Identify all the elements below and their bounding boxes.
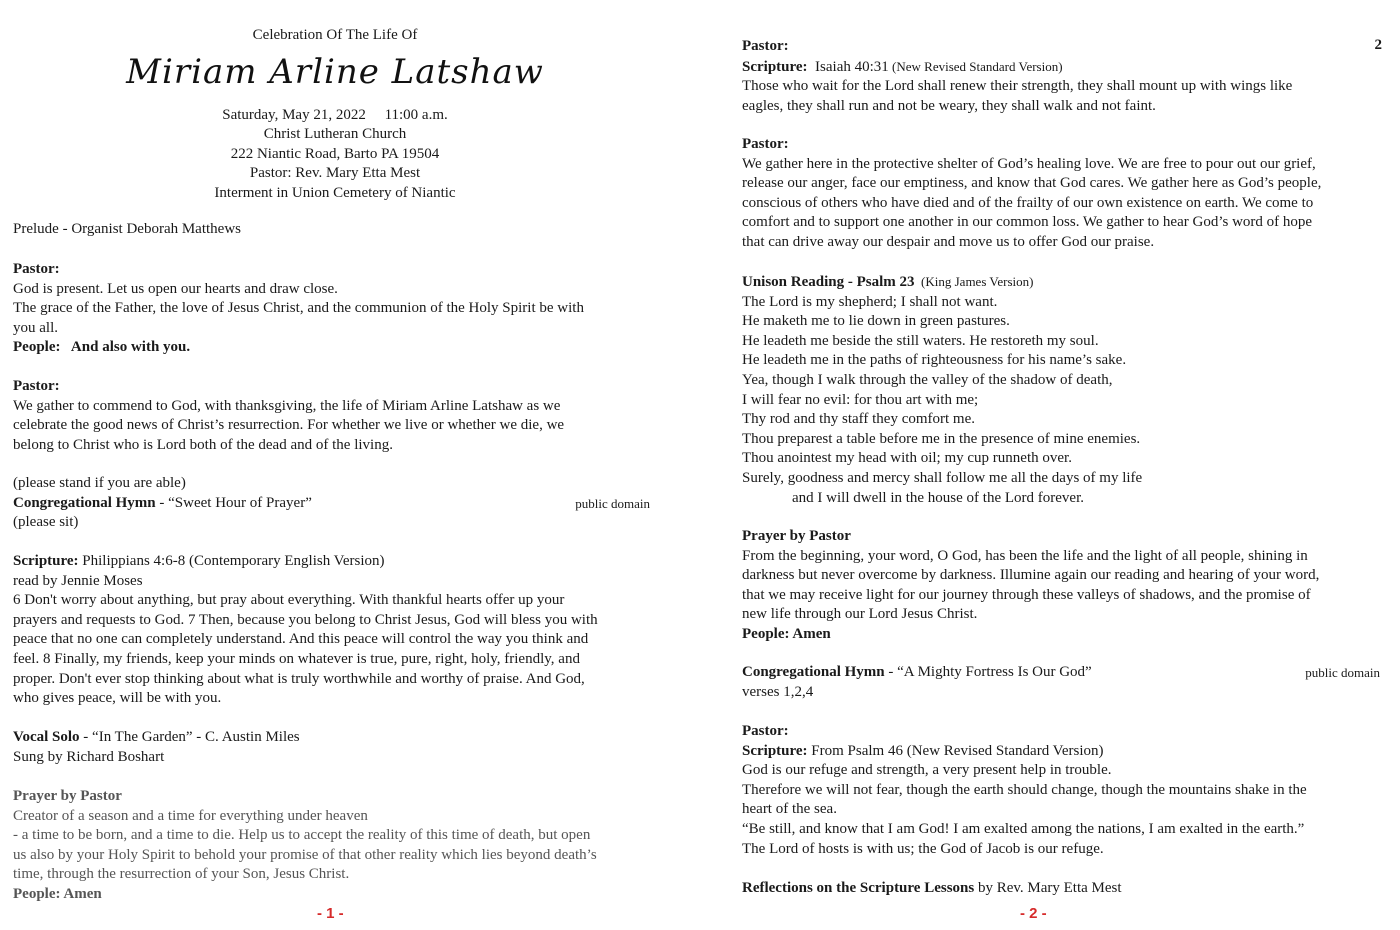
gathering-line: that can drive away our despair and move us to offer God our praise.	[742, 233, 1155, 250]
prayer-line: time, through the resurrection of your Son, Jesus Christ.	[13, 866, 350, 883]
scripture-line: The Lord of hosts is with us; the God of Jacob is our refuge.	[742, 840, 1104, 857]
hymn-title: - “Sweet Hour of Prayer”	[155, 494, 312, 511]
hymn-label: Congregational Hymn	[742, 664, 885, 680]
hymn-verses: verses 1,2,4	[742, 683, 814, 700]
scripture-reference: Philippians 4:6-8 (Contemporary English Version)	[78, 553, 385, 569]
psalm-line: Thou preparest a table before me in the presence of mine enemies.	[742, 430, 1141, 447]
scripture-line: feel. 8 Finally, my friends, keep your minds on whatever is true, pure, right, holy, friendly, and	[13, 650, 580, 667]
prayer-line: - a time to be born, and a time to die. Help us to accept the reality of this time of death, but open	[13, 827, 591, 844]
psalm-line: Thy rod and thy staff they comfort me.	[742, 411, 975, 428]
scripture-label: Scripture:	[742, 58, 808, 75]
hymn-sweet-hour	[13, 474, 650, 533]
psalm-label: Unison Reading - Psalm 23	[742, 274, 915, 290]
church-address: 222 Niantic Road, Barto PA 19504	[230, 145, 440, 162]
public-domain-note: public domain	[1305, 665, 1380, 680]
deceased-name: Miriam Arline Latshaw	[126, 51, 544, 92]
greeting-line: The grace of the Father, the love of Jesus Christ, and the communion of the Holy Spirit be with	[13, 300, 584, 317]
interment-info: Interment in Union Cemetery of Niantic	[214, 184, 456, 201]
psalm-line: Surely, goodness and mercy shall follow me all the days of my life	[742, 469, 1143, 486]
people-response	[13, 338, 663, 358]
public-domain-note: public domain	[575, 495, 650, 511]
vocal-solo	[13, 728, 663, 767]
pastor-label: Pastor:	[13, 261, 60, 277]
hymn-line	[13, 494, 650, 514]
scripture-label: Scripture:	[13, 553, 79, 569]
reflections	[742, 879, 1392, 899]
solo-singer: Sung by Richard Boshart	[13, 748, 165, 765]
solo-title: - “In The Garden” - C. Austin Miles	[79, 729, 300, 745]
scripture-line: prayers and requests to God. 7 Then, because you belong to Christ Jesus, God will bless you with	[13, 611, 598, 628]
pastor-label: Pastor:	[742, 723, 789, 739]
pastor-gathering	[742, 135, 1397, 253]
people-label: People:	[13, 339, 61, 356]
celebration-heading: Celebration Of The Life Of	[252, 27, 418, 43]
pastor-label: Pastor:	[742, 136, 789, 152]
scripture-line: Those who wait for the Lord shall renew their strength, they shall mount up with wings like	[742, 78, 1293, 95]
solo-label: Vocal Solo	[13, 729, 80, 745]
scripture-label: Scripture:	[742, 742, 808, 759]
scripture-line: Therefore we will not fear, though the earth should change, though the mountains shake in the	[742, 781, 1307, 798]
psalm-line: Thou anointest my head with oil; my cup runneth over.	[742, 450, 1072, 467]
page-two	[700, 0, 1400, 930]
commendation-line: We gather to commend to God, with thanksgiving, the life of Miriam Arline Latshaw as we	[13, 397, 561, 414]
page-number: - 2 -	[1020, 905, 1047, 922]
hymn-mighty-fortress	[742, 663, 1380, 702]
psalm-version: (King James Version)	[914, 274, 1034, 289]
psalm-line: and I will dwell in the house of the Lord forever.	[792, 489, 1085, 506]
scripture-line: 6 Don't worry about anything, but pray about everything. With thankful hearts offer up your	[13, 592, 565, 609]
church-name: Christ Lutheran Church	[263, 126, 407, 143]
commendation-line: celebrate the good news of Christ’s resurrection. For whether we live or whether we die, we	[13, 417, 565, 434]
scripture-philippians	[13, 552, 663, 709]
psalm-line: He leadeth me beside the still waters. He restoreth my soul.	[742, 332, 1099, 349]
scripture-reference: From Psalm 46 (New Revised Standard Version)	[807, 742, 1104, 759]
reflections-by: by Rev. Mary Etta Mest	[974, 880, 1122, 896]
psalm-line: I will fear no evil: for thou art with me;	[742, 391, 979, 408]
scripture-line: eagles, they shall run and not be weary, they shall walk and not faint.	[742, 97, 1156, 114]
scripture-reader: read by Jennie Moses	[13, 572, 143, 589]
gathering-line: comfort and to support one another in our common loss. We gather to hear God’s word of hope	[742, 214, 1313, 231]
greeting-line: God is present. Let us open our hearts and draw close.	[13, 280, 338, 297]
prelude	[13, 220, 663, 240]
psalm-line: He leadeth me in the paths of righteousness for his name’s sake.	[742, 352, 1127, 369]
page-number: - 1 -	[317, 905, 344, 922]
officiating-pastor: Pastor: Rev. Mary Etta Mest	[249, 165, 421, 182]
service-date-time: Saturday, May 21, 2022 11:00 a.m.	[222, 106, 448, 123]
prayer-line: Creator of a season and a time for everything under heaven	[13, 807, 368, 824]
prayer-by-pastor	[13, 787, 663, 905]
prelude-text: Prelude - Organist Deborah Matthews	[13, 221, 242, 237]
scripture-psalm-46	[742, 722, 1392, 859]
prayer-line: darkness but never overcome by darkness. Illumine again our reading and hearing of your word,	[742, 567, 1320, 584]
psalm-line: The Lord is my shepherd; I shall not want.	[742, 293, 998, 310]
commendation-line: belong to Christ who is Lord both of the dead and of the living.	[13, 436, 393, 453]
prayer-by-pastor	[742, 527, 1397, 645]
people-amen: People: Amen	[13, 885, 102, 902]
hymn-title: - “A Mighty Fortress Is Our God”	[884, 664, 1092, 680]
people-response-text: And also with you.	[70, 339, 191, 356]
psalm-line: He maketh me to lie down in green pastures.	[742, 313, 1010, 330]
prayer-label: Prayer by Pastor	[13, 788, 122, 804]
gathering-line: We gather here in the protective shelter of God’s healing love. We are free to pour out our grief,	[742, 155, 1316, 172]
scripture-version: (New Revised Standard Version)	[888, 58, 1063, 74]
unison-reading-psalm-23	[742, 272, 1392, 508]
psalm-line: Yea, though I walk through the valley of the shadow of death,	[742, 371, 1113, 388]
scripture-line: God is our refuge and strength, a very present help in trouble.	[742, 762, 1112, 779]
corner-page-number: 2	[1374, 37, 1382, 53]
scripture-isaiah	[742, 37, 1392, 116]
sit-instruction: (please sit)	[13, 514, 79, 531]
hymn-label: Congregational Hymn	[13, 494, 156, 511]
hymn-line	[742, 663, 1380, 683]
scripture-line: proper. Don't ever stop thinking about what is truly worthwhile and worthy of praise. And God,	[13, 670, 585, 687]
prayer-label: Prayer by Pastor	[742, 528, 851, 544]
scripture-reference: Isaiah 40:31	[807, 58, 889, 75]
scripture-line: peace that no one can completely understand. And this peace will control the way you think and	[13, 631, 589, 648]
scripture-line: who gives peace, will be with you.	[13, 690, 222, 707]
prayer-line: From the beginning, your word, O God, has been the life and the light of all people, shining in	[742, 547, 1308, 564]
pastor-label: Pastor:	[742, 38, 789, 54]
stand-instruction: (please stand if you are able)	[13, 475, 186, 491]
people-amen: People: Amen	[742, 625, 831, 642]
pastor-greeting	[13, 260, 663, 358]
gathering-line: conscious of others who have died and of the frailty of our own existence on earth. We come to	[742, 194, 1314, 211]
pastor-commendation	[13, 377, 663, 455]
pastor-label: Pastor:	[13, 378, 60, 394]
gathering-line: release our anger, face our emptiness, and know that God cares. We gather here as God’s people,	[742, 175, 1322, 192]
scripture-line: heart of the sea.	[742, 801, 837, 818]
reflections-label: Reflections on the Scripture Lessons	[742, 880, 975, 896]
prayer-line: that we may receive light for our journey through these valleys of shadows, and the promise of	[742, 586, 1311, 603]
prayer-line: new life through our Lord Jesus Christ.	[742, 606, 978, 623]
program-header	[120, 26, 550, 204]
prayer-line: us also by your Holy Spirit to behold your promise of that other reality which lies beyond death’s	[13, 846, 597, 863]
greeting-line: you all.	[13, 319, 58, 336]
scripture-line: “Be still, and know that I am God! I am exalted among the nations, I am exalted in the earth.”	[742, 820, 1305, 837]
